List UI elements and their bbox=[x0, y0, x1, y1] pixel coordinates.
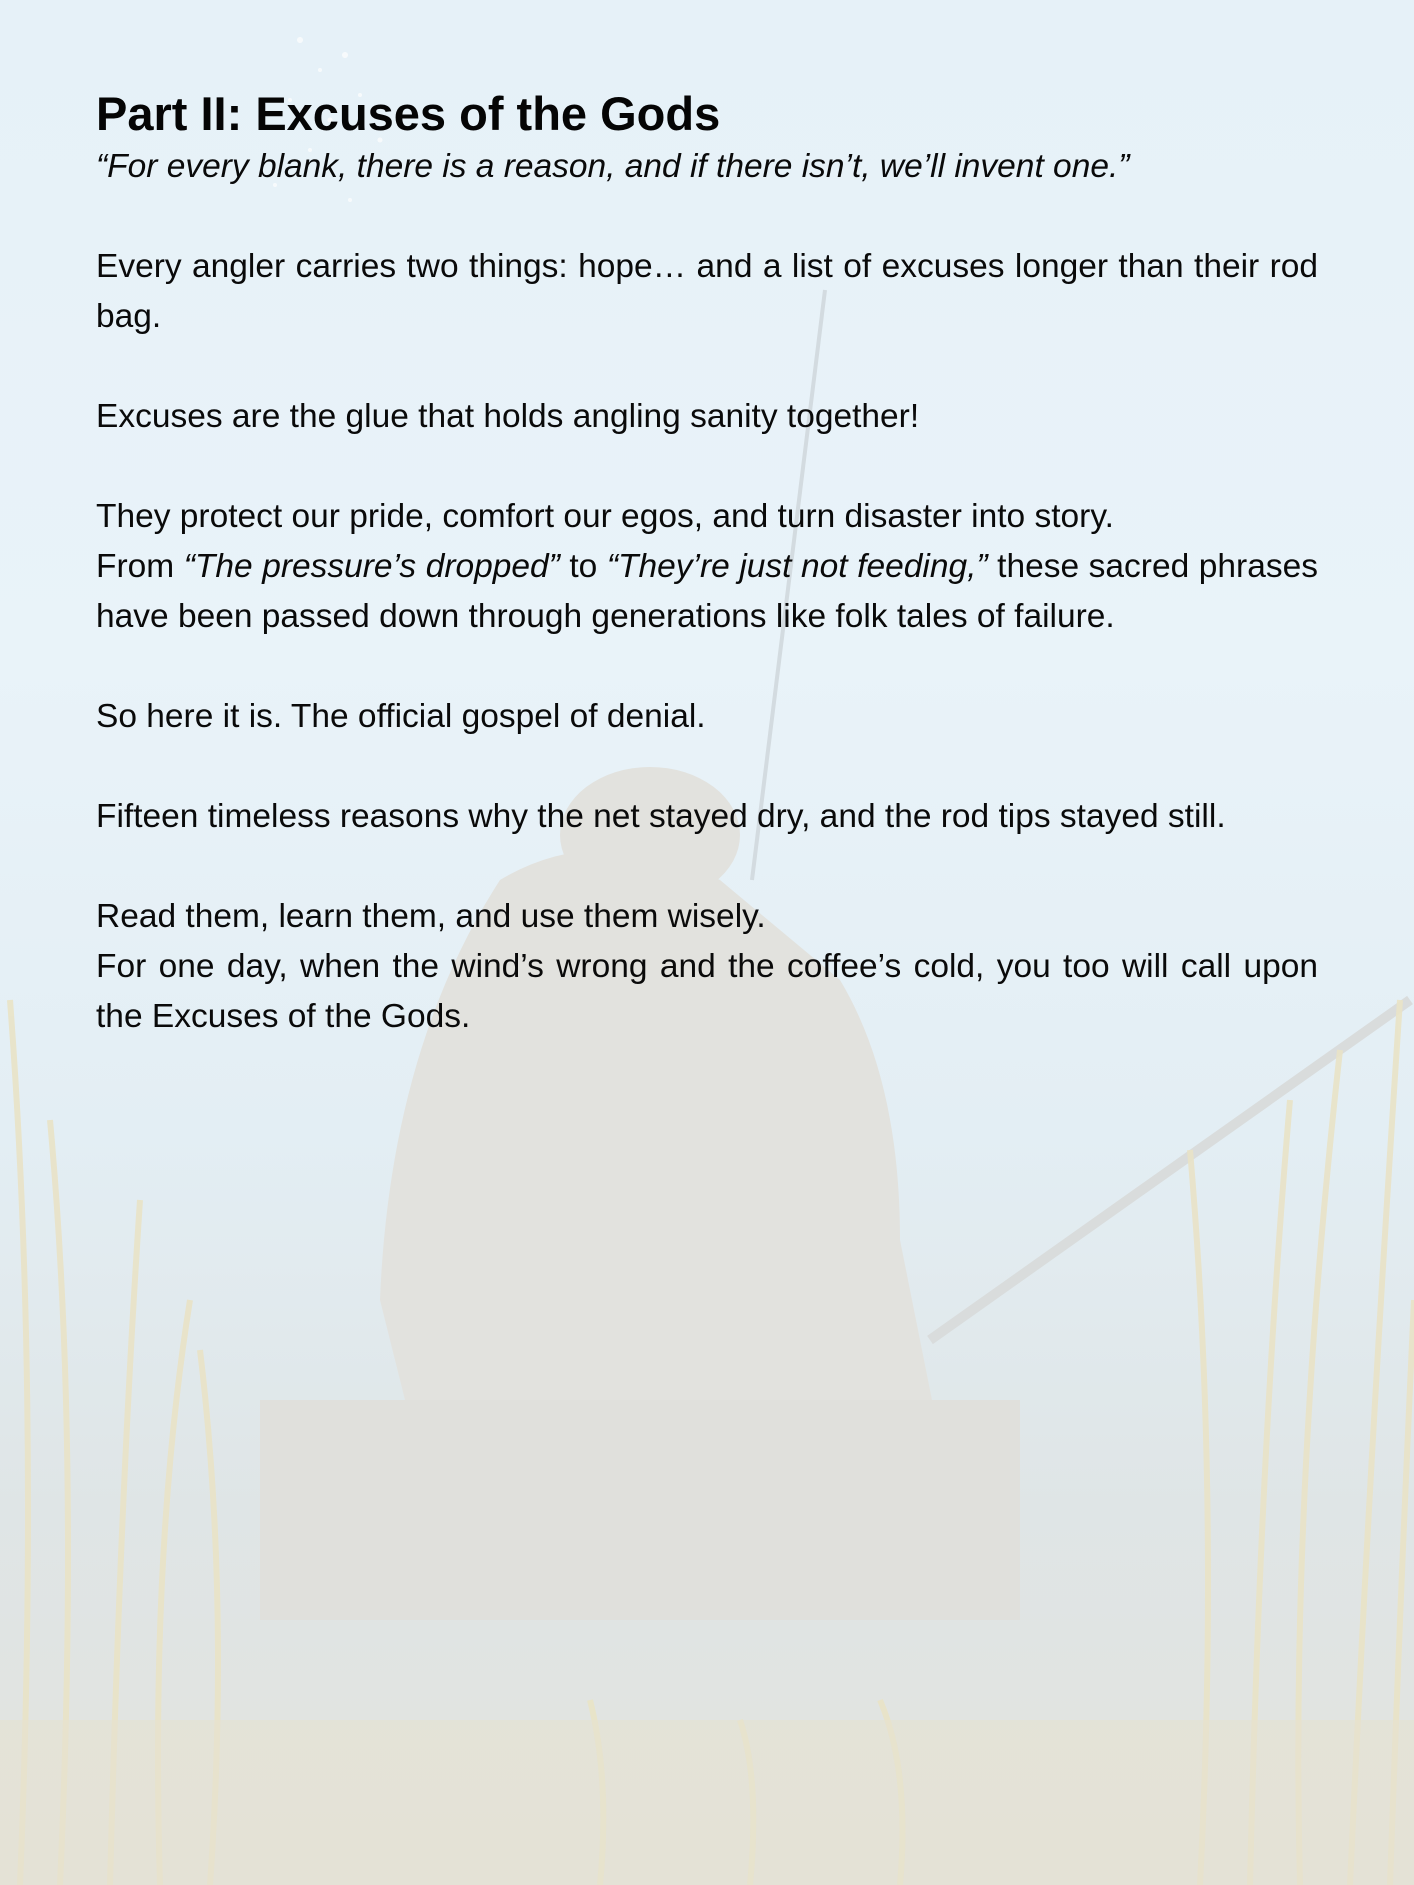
phrase-tail: these sacred phrases have been passed down through generations like folk tales of failure. bbox=[96, 548, 1318, 635]
spacer bbox=[96, 192, 1318, 242]
phrase-lead: From bbox=[96, 548, 184, 585]
paragraph-glue: Excuses are the glue that holds angling sanity together! bbox=[96, 398, 920, 435]
spacer bbox=[96, 342, 1318, 392]
spacer bbox=[96, 842, 1318, 892]
paragraph-use-wisely: Read them, learn them, and use them wisely. bbox=[96, 898, 766, 935]
paragraph-fifteen-reasons: Fifteen timeless reasons why the net stayed dry, and the rod tips stayed still. bbox=[96, 798, 1226, 835]
phrase-connector: to bbox=[559, 548, 607, 585]
paragraph-call-upon: For one day, when the wind’s wrong and the coffee’s cold, you too will call upon the Excuses of the Gods. bbox=[96, 948, 1318, 1035]
page-title: Part II: Excuses of the Gods bbox=[96, 87, 721, 140]
spacer bbox=[96, 642, 1318, 692]
paragraph-hope-and-excuses: Every angler carries two things: hope… and a list of excuses longer than their rod bag. bbox=[96, 248, 1318, 335]
spacer bbox=[96, 442, 1318, 492]
spacer bbox=[96, 742, 1318, 792]
quote-not-feeding: “They’re just not feeding,” bbox=[606, 548, 988, 585]
paragraph-sacred-phrases bbox=[96, 542, 1318, 642]
paragraph-protect-pride: They protect our pride, comfort our egos, and turn disaster into story. bbox=[96, 498, 1114, 535]
main-content bbox=[96, 86, 1318, 1042]
epigraph-quote: “For every blank, there is a reason, and if there isn’t, we’ll invent one.” bbox=[96, 148, 1130, 185]
quote-pressure-dropped: “The pressure’s dropped” bbox=[183, 548, 560, 585]
paragraph-gospel-of-denial: So here it is. The official gospel of denial. bbox=[96, 698, 706, 735]
